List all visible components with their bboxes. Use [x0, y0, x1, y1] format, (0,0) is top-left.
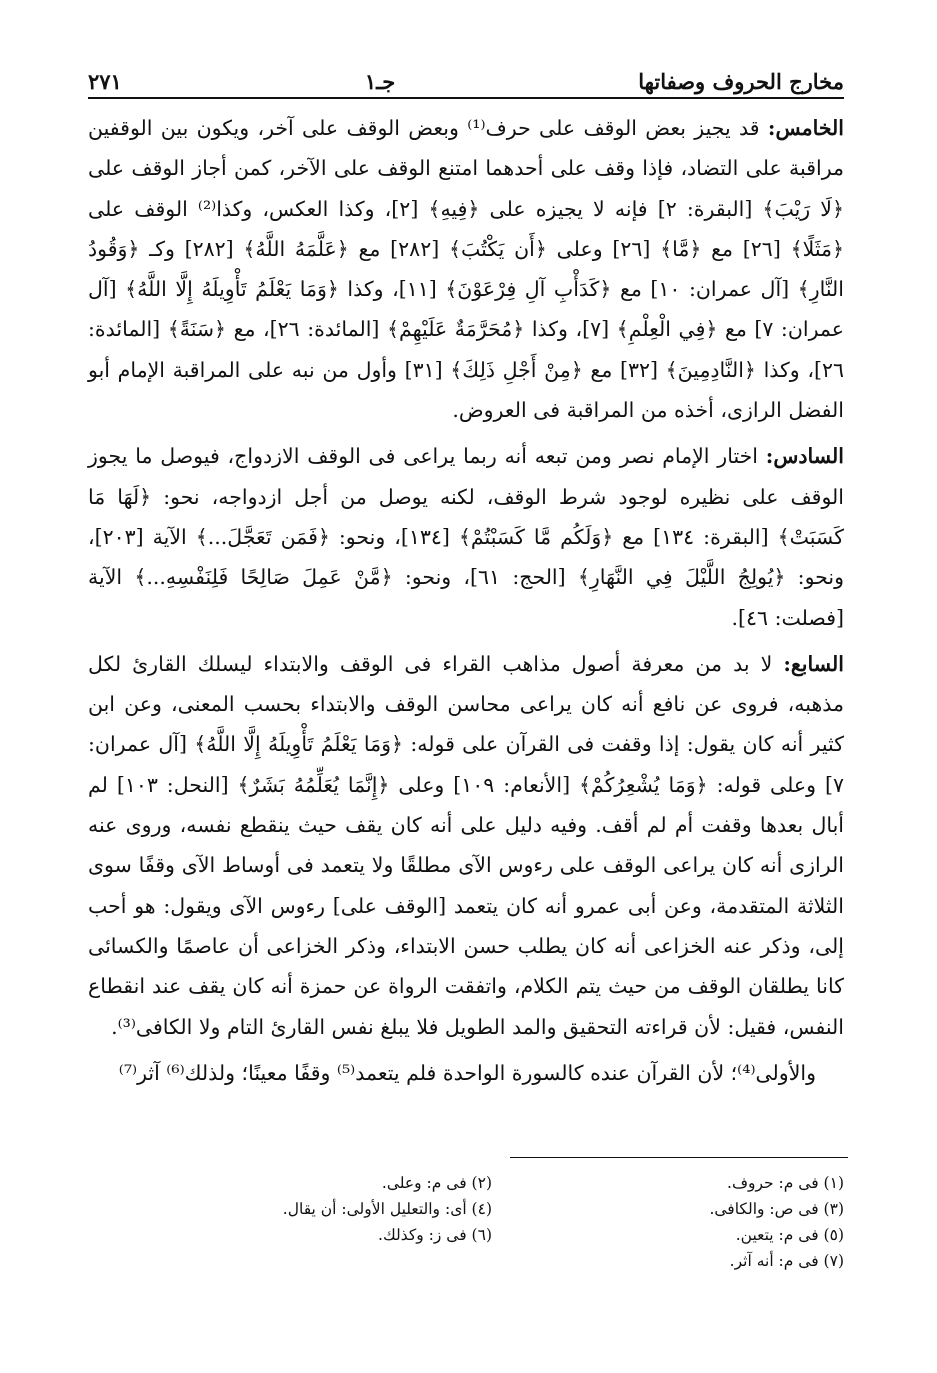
header-title: مخارج الحروف وصفاتها: [638, 69, 844, 94]
footnote-5: (٥) فى م: يتعين.: [735, 1226, 844, 1244]
footnote-4: (٤) أى: والتعليل الأولى: أن يقال.: [282, 1200, 492, 1218]
header-volume: جـ١: [364, 69, 396, 94]
paragraph-keyword: الخامس:: [767, 116, 844, 140]
footnotes: [150, 1170, 844, 1274]
paragraph-fifth: [88, 108, 844, 430]
header-rule: [88, 97, 844, 99]
paragraph-keyword: السابع:: [783, 651, 844, 676]
paragraph-sixth: [88, 436, 844, 637]
footnote-7: (٧) فى م: أنه آثر.: [729, 1252, 844, 1270]
paragraph-continuation: [88, 1053, 844, 1093]
footnote-2: (٢) فى م: وعلى.: [381, 1174, 492, 1192]
footnote-6: (٦) فى ز: وكذلك.: [378, 1226, 492, 1244]
paragraph-seventh: [88, 644, 844, 1047]
paragraph-keyword: السادس:: [765, 444, 844, 469]
footnote-rule: [510, 1157, 848, 1158]
paragraph-text: والأولى⁽⁴⁾؛ لأن القرآن عنده كالسورة الواحدة فلم يتعمد⁽⁵⁾ وقفًا معينًا؛ ولذلك⁽⁶⁾ آثر⁽⁷⁾: [118, 1060, 816, 1085]
footnote-1: (١) فى م: حروف.: [727, 1174, 844, 1192]
running-header: [88, 58, 844, 94]
paragraph-text: قد يجيز بعض الوقف على حرف⁽¹⁾ وبعض الوقف على آخر، ويكون بين الوقفين مراقبة على التضاد، فإذا وقف على أحدهما امتنع الوقف على الآخر، كمن أجاز الوقف على ﴿لَا رَيْبَ﴾ [البقرة: ٢] فإنه لا يجيزه على ﴿فِيهِ﴾ [٢]، وكذا العكس، وكذا⁽²⁾ الوقف على ﴿مَثَلًا﴾ [٢٦] مع ﴿مَّا﴾ [٢٦] وعلى ﴿أَن يَكْتُبَ﴾ [٢٨٢] مع ﴿عَلَّمَهُ اللَّهُ﴾ [٢٨٢] وكـ ﴿وَقُودُ النَّارِ﴾ [آل عمران: ١٠] مع ﴿كَدَأْبِ آلِ فِرْعَوْنَ﴾ [١١]، وكذا ﴿وَمَا يَعْلَمُ تَأْوِيلَهُ إِلَّا اللَّهُ﴾ [آل عمران: ٧] مع ﴿فِي الْعِلْمِ﴾ [٧]، وكذا ﴿مُحَرَّمَةٌ عَلَيْهِمْ﴾ [المائدة: ٢٦]، مع ﴿سَنَةً﴾ [المائدة: ٢٦]، وكذا ﴿النَّادِمِينَ﴾ [٣٢] مع ﴿مِنْ أَجْلِ ذَلِكَ﴾ [٣١] وأول من نبه على المراقبة الإمام أبو الفضل الرازى، أخذه من المراقبة فى العروض.: [88, 116, 845, 423]
body-text: [88, 108, 844, 1099]
paragraph-text: لا بد من معرفة أصول مذاهب القراء فى الوقف والابتداء ليسلك القارئ لكل مذهبه، فروى عن نافع أنه كان يراعى محاسن الوقف والابتداء بحسب المعنى، وعن ابن كثير أنه كان يقول: إذا وقفت فى القرآن على قوله: ﴿وَمَا يَعْلَمُ تَأْوِيلَهُ إِلَّا اللَّهُ﴾ [آل عمران: ٧] وعلى قوله: ﴿وَمَا يُشْعِرُكُمْ﴾ [الأنعام: ١٠٩] وعلى ﴿إِنَّمَا يُعَلِّمُهُ بَشَرٌ﴾ [النحل: ١٠٣] لم أبال بعدها وقفت أم لم أقف. وفيه دليل على أنه كان يقف حيث ينقطع نفسه، وروى عنه الرازى أنه كان يراعى الوقف على رءوس الآى مطلقًا ولا يتعمد فى أوساط الآى وقفًا سوى الثلاثة المتقدمة، وعن أبى عمرو أنه كان يتعمد [الوقف على] رءوس الآى ويقول: هو أحب إلى، وذكر عنه الخزاعى أنه كان يطلب حسن الابتداء، وذكر الخزاعى أن عاصمًا والكسائى كانا يطلقان الوقف من حيث يتم الكلام، واتفقت الرواة عن حمزة أنه كان يقف عند انقطاع النفس، فقيل: لأن قراءته التحقيق والمد الطويل فلا يبلغ نفس القارئ التام ولا الكافى⁽³⁾.: [88, 651, 844, 1039]
footnote-3: (٣) فى ص: والكافى.: [709, 1200, 844, 1218]
page-number: ٢٧١: [88, 69, 122, 94]
paragraph-text: اختار الإمام نصر ومن تبعه أنه ربما يراعى فى الوقف الازدواج، فيوصل ما يجوز الوقف على نظيره لوجود شرط الوقف، لكنه يوصل من أجل ازدواجه، نحو: ﴿لَهَا مَا كَسَبَتْ﴾ [البقرة: ١٣٤] مع ﴿وَلَكُم مَّا كَسَبْتُمْ﴾ [١٣٤]، ونحو: ﴿فَمَن تَعَجَّلَ...﴾ الآية [٢٠٣]، ونحو: ﴿يُولِجُ اللَّيْلَ فِي النَّهَارِ﴾ [الحج: ٦١]، ونحو: ﴿مَّنْ عَمِلَ صَالِحًا فَلِنَفْسِهِ...﴾ الآية [فصلت: ٤٦].: [88, 444, 845, 630]
